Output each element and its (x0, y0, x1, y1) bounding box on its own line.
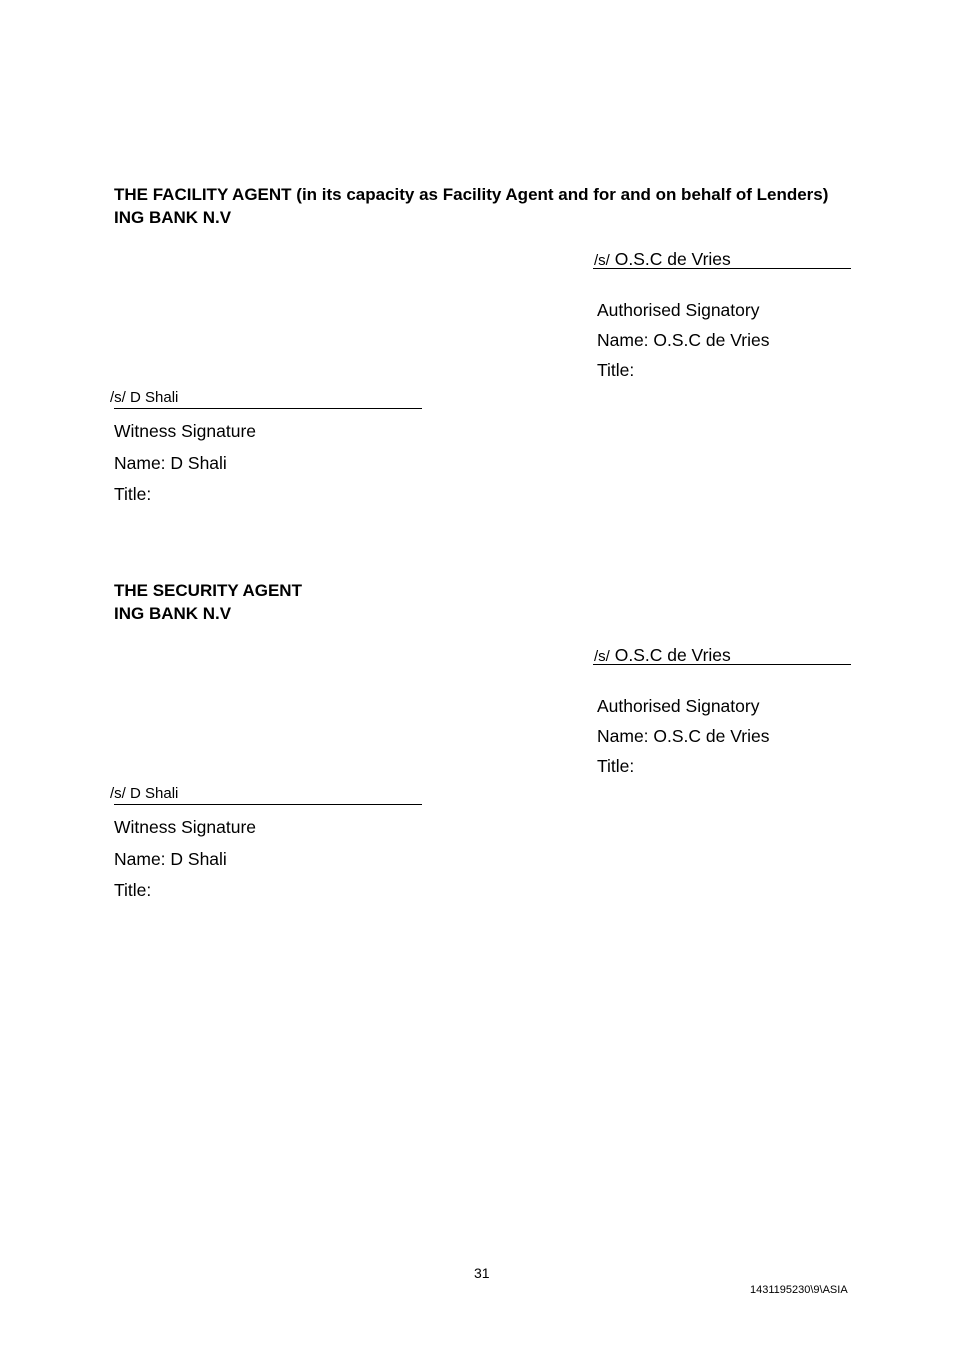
facility-agent-heading: THE FACILITY AGENT (in its capacity as Facility Agent and for and on behalf of Lenders) (114, 185, 829, 204)
witness-line (114, 804, 422, 805)
signature-line (593, 268, 851, 269)
signatory-role: Authorised Signatory (597, 300, 760, 320)
witness-title: Title: (114, 484, 152, 504)
signatory-title: Title: (597, 756, 635, 776)
security-signatory-signature (594, 645, 731, 666)
signature-prefix: /s/ (110, 389, 126, 406)
witness-name: Name: D Shali (114, 453, 227, 473)
security-agent-bank: ING BANK N.V (114, 604, 232, 623)
signature-prefix: /s/ (110, 785, 126, 802)
witness-role: Witness Signature (114, 421, 257, 441)
witness-line (114, 408, 422, 409)
signature-prefix: /s/ (594, 252, 610, 269)
signature-name: O.S.C de Vries (614, 249, 731, 269)
facility-signatory-signature (594, 249, 731, 270)
signature-name: D Shali (130, 389, 179, 406)
signatory-role: Authorised Signatory (597, 696, 760, 716)
signature-prefix: /s/ (594, 648, 610, 665)
signatory-title: Title: (597, 360, 635, 380)
signatory-name: Name: O.S.C de Vries (597, 330, 770, 350)
signature-line (593, 664, 851, 665)
signature-name: D Shali (130, 785, 179, 802)
security-agent-heading: THE SECURITY AGENT (114, 581, 302, 600)
witness-name: Name: D Shali (114, 849, 227, 869)
document-reference: 1431195230\9\ASIA (750, 1284, 848, 1296)
witness-role: Witness Signature (114, 817, 257, 837)
facility-agent-bank: ING BANK N.V (114, 208, 232, 227)
page-number: 31 (474, 1265, 490, 1281)
signature-name: O.S.C de Vries (614, 645, 731, 665)
signatory-name: Name: O.S.C de Vries (597, 726, 770, 746)
witness-title: Title: (114, 880, 152, 900)
facility-witness-signature (110, 389, 178, 406)
security-witness-signature (110, 785, 178, 802)
